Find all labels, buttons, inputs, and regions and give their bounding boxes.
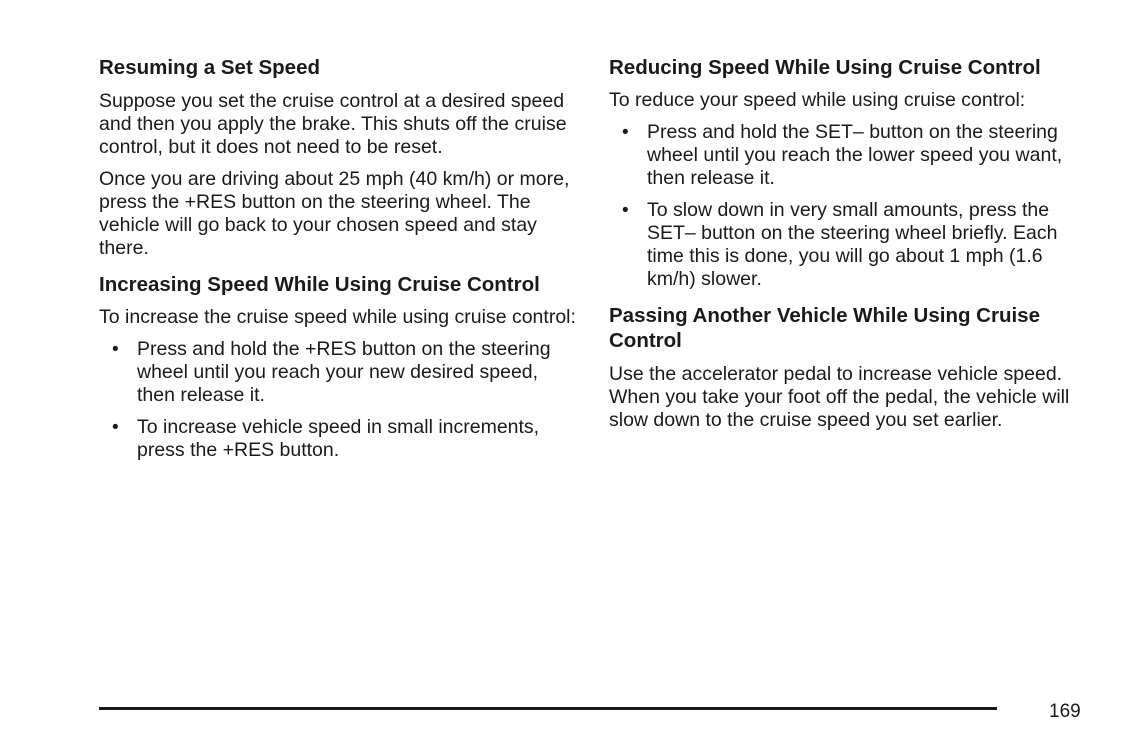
left-column [99,55,579,474]
paragraph-reducing-intro: To reduce your speed while using cruise control: [609,89,1026,111]
bullet-icon: • [112,339,119,360]
list-item-text: To increase vehicle speed in small increments, press the +RES button. [137,416,540,461]
heading-increasing-speed: Increasing Speed While Using Cruise Control [99,273,540,296]
section-reducing-speed [609,55,1079,291]
footer-divider [99,707,997,710]
list-reducing-steps [609,121,1079,291]
bullet-icon: • [622,200,629,221]
paragraph-resuming-2: Once you are driving about 25 mph (40 km/h) or more, press the +RES button on the steering wheel. The vehicle will go back to your chosen speed and stay there. [99,168,570,259]
list-item-text: To slow down in very small amounts, press the SET– button on the steering wheel briefly. Each time this is done, you will go about 1 mph (1.6 km/h) slower. [647,199,1058,290]
section-resuming-set-speed [99,55,579,260]
list-item [609,121,1079,190]
bullet-icon: • [112,417,119,438]
list-item-text: Press and hold the SET– button on the steering wheel until you reach the lower speed you want, then release it. [647,121,1063,189]
page-number: 169 [1049,701,1081,722]
section-passing-vehicle [609,303,1079,432]
list-item [99,416,579,462]
section-increasing-speed [99,272,579,462]
paragraph-resuming-1: Suppose you set the cruise control at a desired speed and then you apply the brake. This shuts off the cruise control, but it does not need to be reset. [99,90,567,158]
bullet-icon: • [622,122,629,143]
list-increasing-steps [99,338,579,462]
right-column [609,55,1079,444]
paragraph-increasing-intro: To increase the cruise speed while using cruise control: [99,306,576,328]
list-item [99,338,579,407]
heading-reducing-speed: Reducing Speed While Using Cruise Control [609,56,1041,79]
paragraph-passing: Use the accelerator pedal to increase vehicle speed. When you take your foot off the pedal, the vehicle will slow down to the cruise speed you set earlier. [609,363,1070,431]
list-item [609,199,1079,291]
list-item-text: Press and hold the +RES button on the steering wheel until you reach your new desired speed, then release it. [137,338,551,406]
heading-resuming-set-speed: Resuming a Set Speed [99,56,321,79]
heading-passing-vehicle: Passing Another Vehicle While Using Cruise Control [609,304,1040,352]
